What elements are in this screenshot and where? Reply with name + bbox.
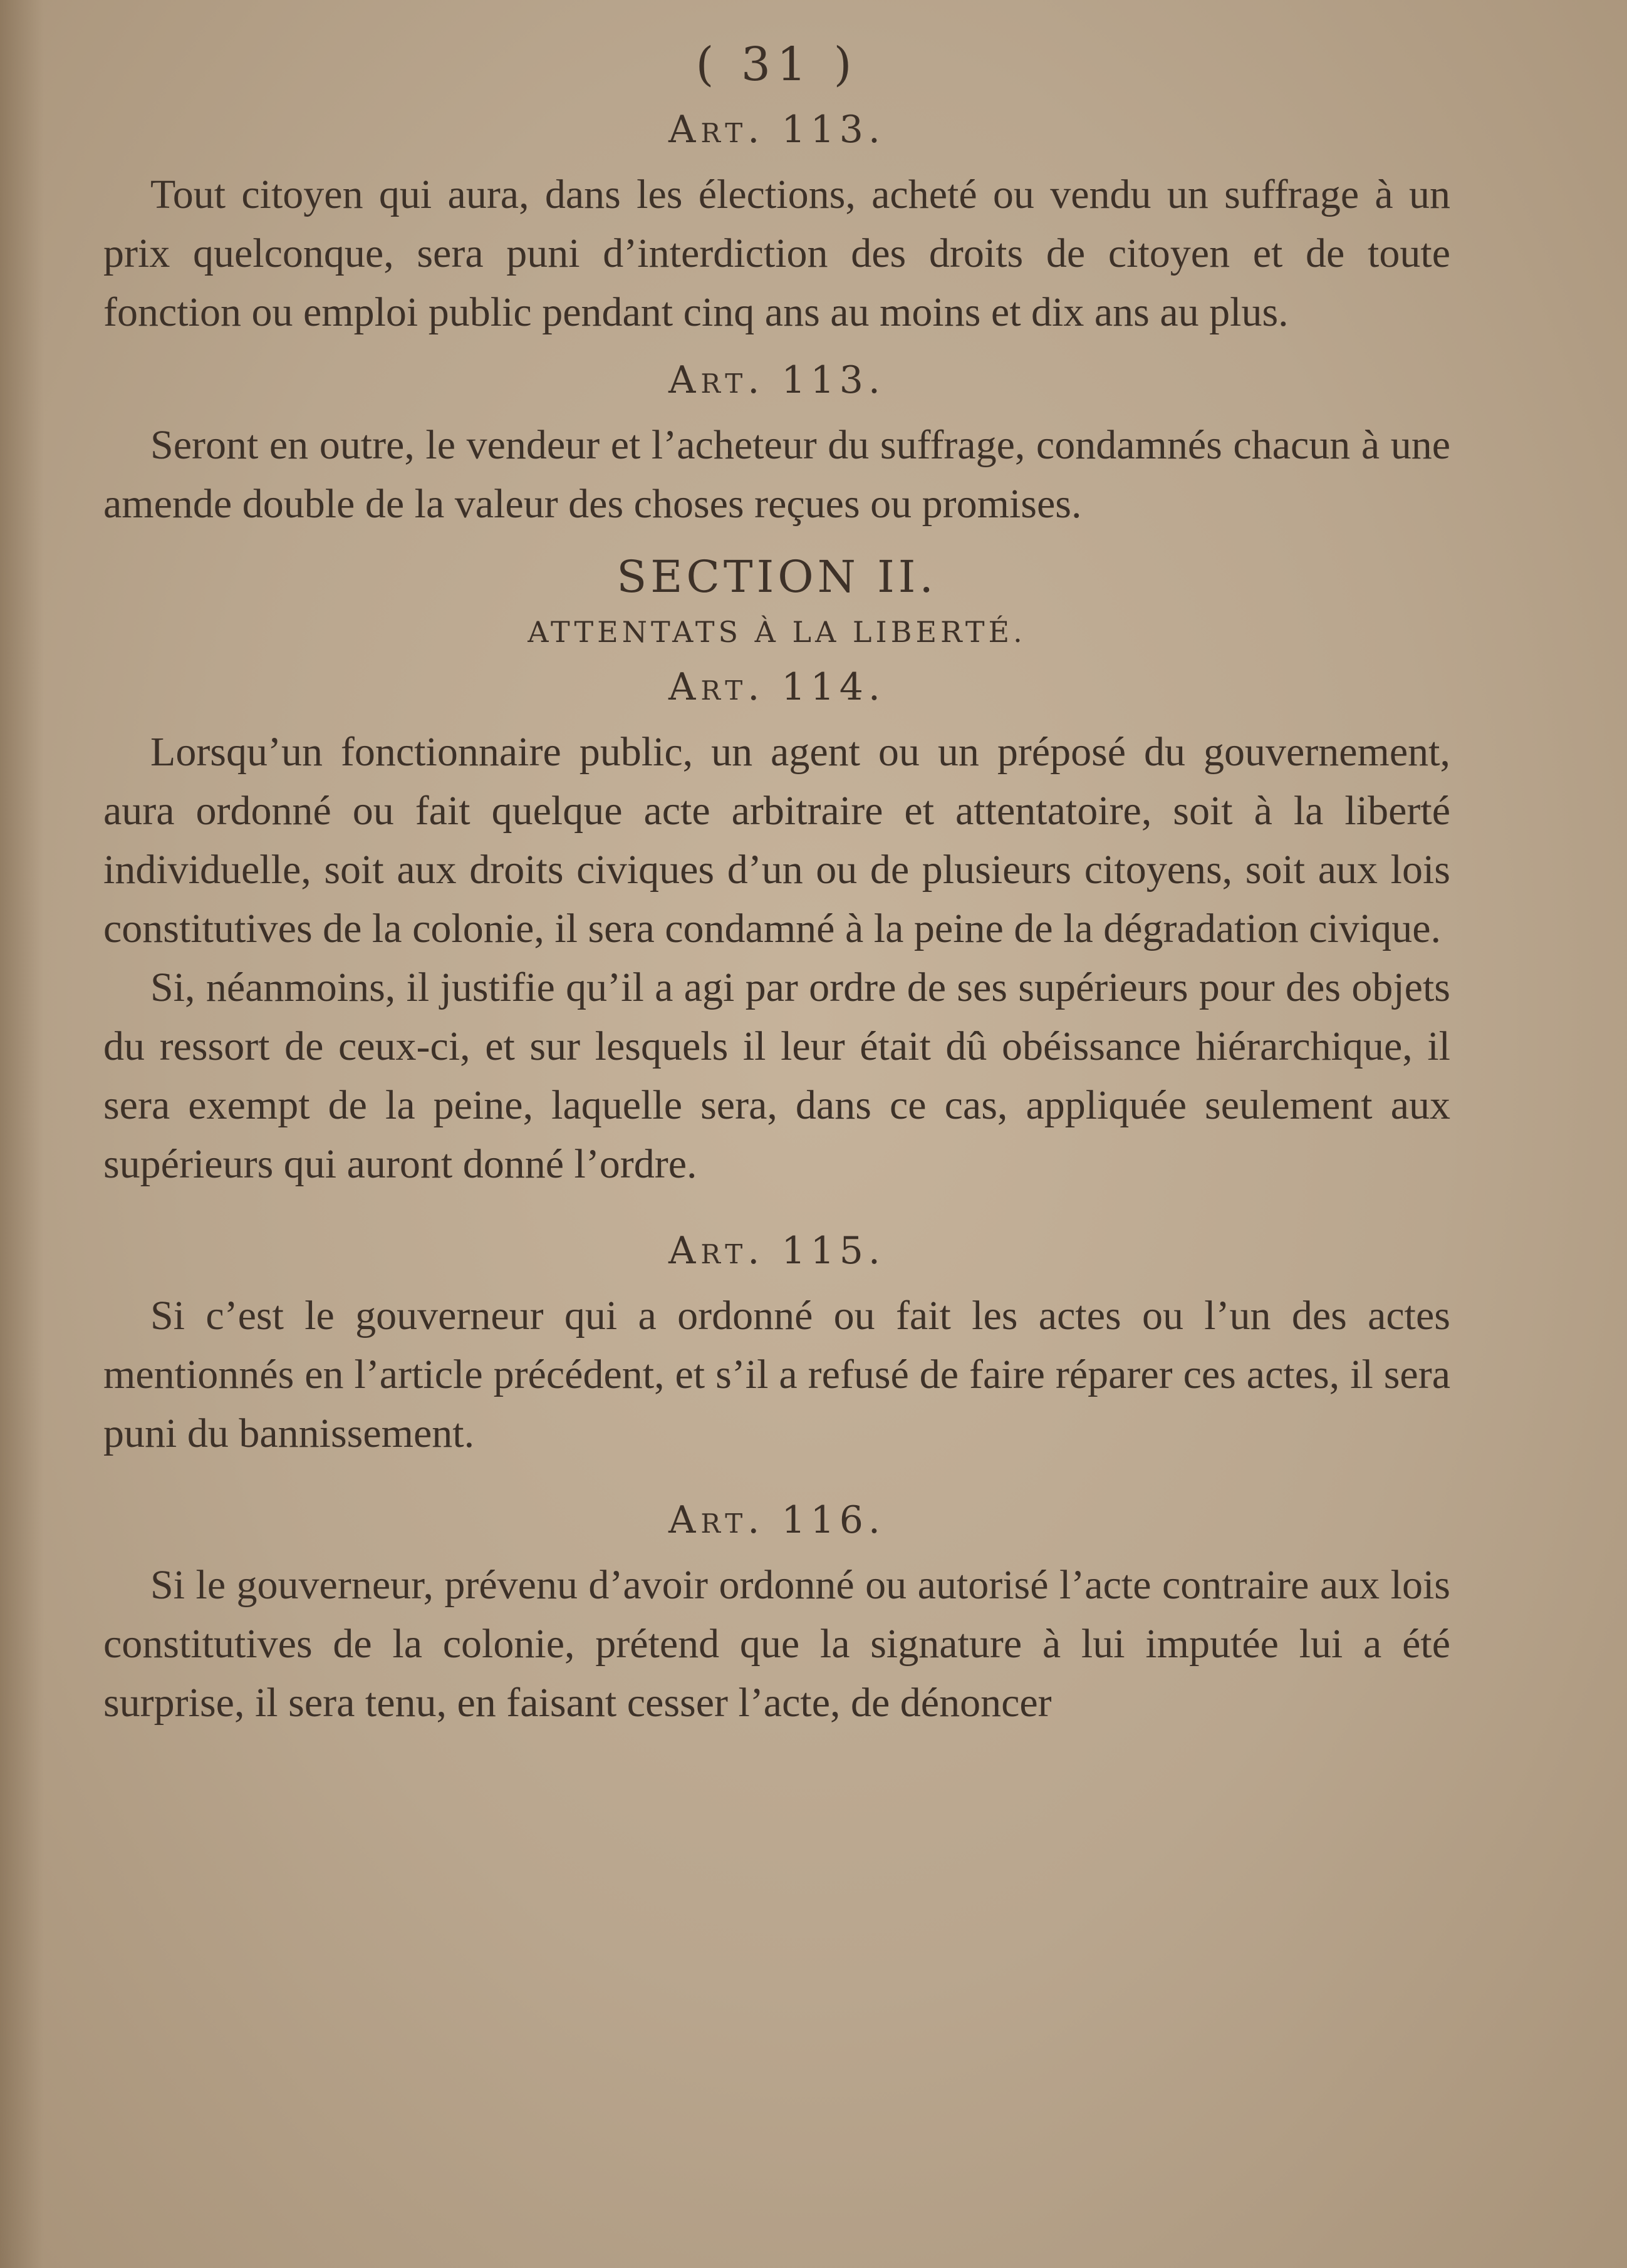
article-paragraph: Lorsqu’un fonctionnaire public, un agent ou un préposé du gouvernement, aura ordonné ou fait quelque acte arbitraire et attentatoire, soit à la liberté individuelle, soit aux droits civiques d’un ou de plusieurs citoyens, soit aux lois constitutives de la colonie, il sera condamné à la peine de la dégradation civique. [103, 729, 1450, 951]
article-paragraph: Seront en outre, le vendeur et l’acheteur du suffrage, condamnés chacun à une amende double de la valeur des choses reçues ou promises. [103, 422, 1450, 527]
article-heading: Art. 115. [668, 1229, 885, 1273]
document-page [103, 38, 1450, 1732]
article-114 [103, 665, 1450, 1194]
article-paragraph: Si le gouverneur, prévenu d’avoir ordonné ou autorisé l’acte contraire aux lois constitutives de la colonie, prétend que la signature à lui imputée lui a été surprise, il sera tenu, en faisant cesser l’acte, de dénoncer [103, 1562, 1450, 1726]
article-115 [103, 1229, 1450, 1463]
page-number: ( 31 ) [695, 38, 858, 91]
article-heading: Art. 113. [668, 358, 885, 402]
article-paragraph: Si, néanmoins, il justifie qu’il a agi par ordre de ses supérieurs pour des objets du ressort de ceux-ci, et sur lesquels il leur était dû obéissance hiérarchique, il sera exempt de la peine, laquelle sera, dans ce cas, appliquée seulement aux supérieurs qui auront donné l’ordre. [103, 965, 1450, 1187]
article-113-first [103, 108, 1450, 342]
article-paragraph: Si c’est le gouverneur qui a ordonné ou fait les actes ou l’un des actes mentionnés en l’article précédent, et s’il a refusé de faire réparer ces actes, il sera puni du bannissement. [103, 1293, 1450, 1456]
page-edge-shadow [0, 0, 44, 2268]
article-heading: Art. 113. [668, 108, 885, 152]
section-subtitle: ATTENTATS À LA LIBERTÉ. [528, 615, 1026, 649]
article-paragraph: Tout citoyen qui aura, dans les élections, acheté ou vendu un suffrage à un prix quelconque, sera puni d’interdiction des droits de citoyen et de toute fonction ou emploi public pendant cinq ans au moins et dix ans au plus. [103, 172, 1450, 335]
section-title: SECTION II. [616, 551, 937, 603]
article-113-second [103, 358, 1450, 534]
article-heading: Art. 114. [668, 665, 885, 709]
article-116 [103, 1498, 1450, 1732]
article-heading: Art. 116. [668, 1498, 885, 1542]
